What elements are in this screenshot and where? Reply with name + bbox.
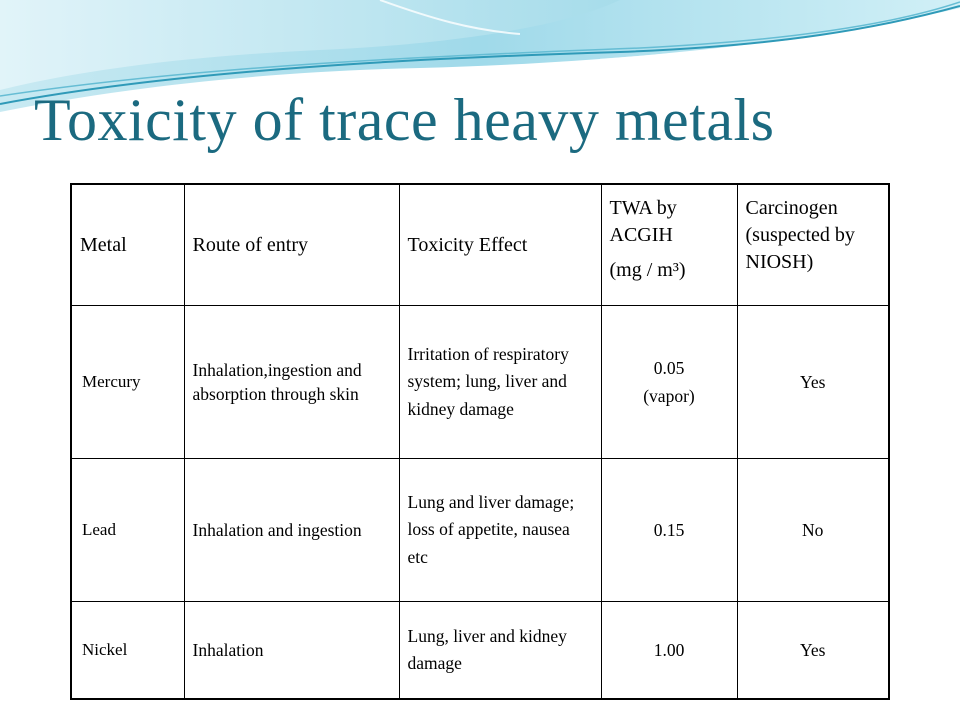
header-route: Route of entry — [184, 184, 399, 306]
header-twa-label: TWA by ACGIH — [609, 197, 677, 246]
cell-metal: Mercury — [71, 306, 184, 459]
header-twa — [601, 184, 737, 306]
twa-note: (vapor) — [643, 386, 695, 406]
cell-carcinogen: No — [737, 459, 889, 602]
cell-twa: 0.15 — [601, 459, 737, 602]
twa-value: 0.05 — [653, 357, 685, 378]
cell-effect: Lung and liver damage; loss of appetite, nausea etc — [399, 459, 601, 602]
cell-twa — [601, 306, 737, 459]
table-row — [71, 459, 889, 602]
cell-route: Inhalation and ingestion — [184, 459, 399, 602]
header-metal: Metal — [71, 184, 184, 306]
cell-twa: 1.00 — [601, 602, 737, 700]
table-row — [71, 602, 889, 700]
cell-effect: Irritation of respiratory system; lung, liver and kidney damage — [399, 306, 601, 459]
cell-carcinogen: Yes — [737, 306, 889, 459]
slide-title: Toxicity of trace heavy metals — [34, 87, 775, 153]
table-header-row — [71, 184, 889, 306]
cell-effect: Lung, liver and kidney damage — [399, 602, 601, 700]
cell-route: Inhalation — [184, 602, 399, 700]
toxicity-table — [70, 183, 890, 700]
table-row — [71, 306, 889, 459]
cell-carcinogen: Yes — [737, 602, 889, 700]
header-twa-unit: (mg / m³) — [609, 259, 686, 281]
cell-metal: Nickel — [71, 602, 184, 700]
cell-metal: Lead — [71, 459, 184, 602]
cell-route: Inhalation,ingestion and absorption through skin — [184, 306, 399, 459]
header-effect: Toxicity Effect — [399, 184, 601, 306]
header-carcinogen: Carcinogen (suspected by NIOSH) — [737, 184, 889, 306]
